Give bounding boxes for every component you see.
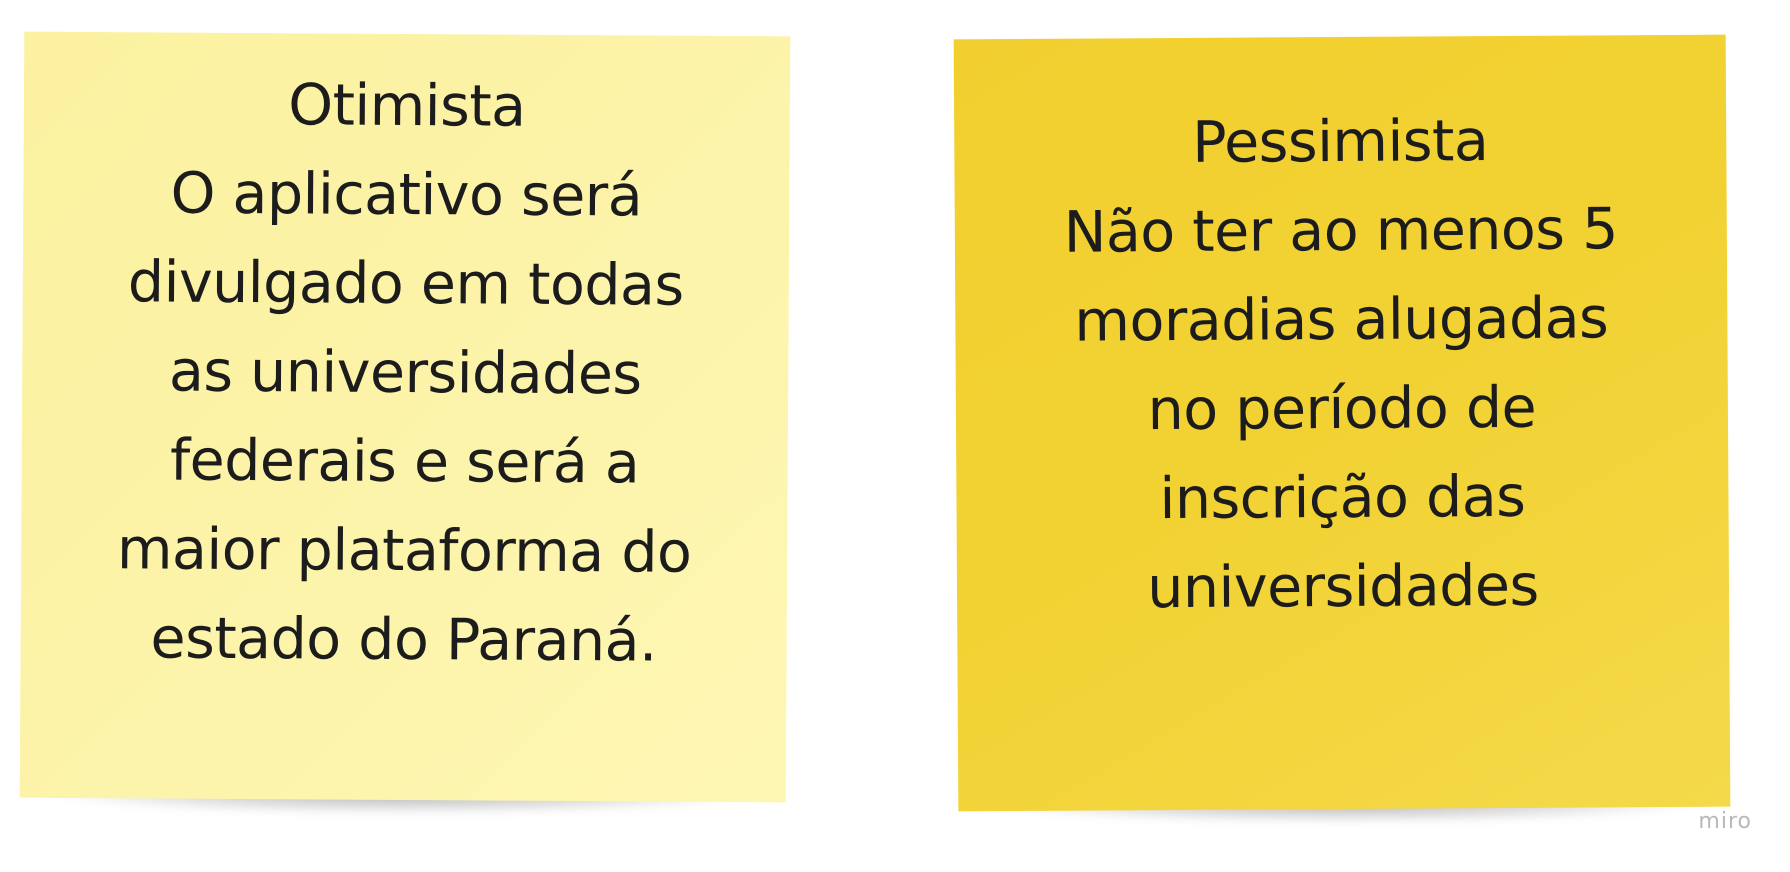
note-line: divulgado em todas <box>127 248 684 319</box>
sticky-note-otimista-wrapper <box>22 34 788 800</box>
note-line: estado do Paraná. <box>150 604 657 675</box>
sticky-note-text <box>1063 96 1620 633</box>
note-line: universidades <box>1147 552 1539 622</box>
sticky-note-pessimista-wrapper <box>956 37 1728 809</box>
sticky-note-otimista[interactable] <box>20 32 791 803</box>
note-heading: Pessimista <box>1192 108 1489 176</box>
note-line: federais e será a <box>169 427 640 496</box>
miro-watermark: miro <box>1698 809 1752 834</box>
note-line: as universidades <box>168 338 642 407</box>
note-line: maior plataforma do <box>116 515 692 586</box>
note-line: Não ter ao menos 5 <box>1063 196 1619 266</box>
note-line: no período de <box>1147 374 1537 444</box>
sticky-note-text <box>116 60 694 686</box>
note-line: moradias alugadas <box>1074 285 1609 355</box>
note-heading: Otimista <box>288 71 526 140</box>
note-line: inscrição das <box>1159 463 1526 533</box>
note-line: O aplicativo será <box>170 160 643 229</box>
sticky-note-pessimista[interactable] <box>954 35 1731 812</box>
